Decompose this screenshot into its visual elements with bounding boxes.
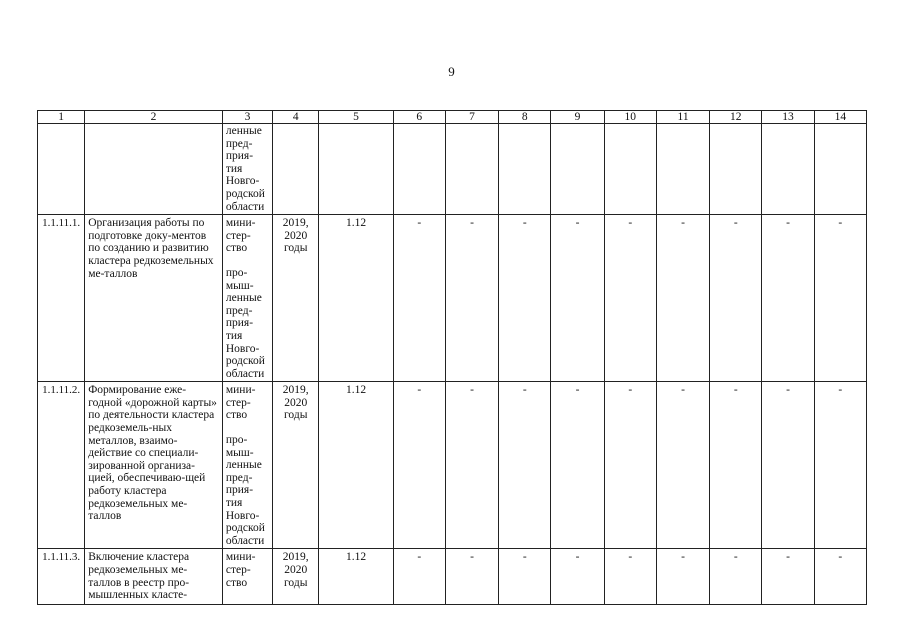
executor-line-1: мини- стер- ство	[225, 384, 256, 422]
activities-table	[37, 110, 867, 605]
executor-line-2: про- мыш- ленные пред- прия- тия Новго- родской области	[225, 266, 265, 380]
cell-empty	[445, 124, 498, 215]
cell-empty	[814, 124, 866, 215]
executor-line-1: мини- стер- ство	[225, 551, 256, 589]
cell-empty	[319, 124, 393, 215]
value-cell: -	[604, 549, 656, 605]
column-header: 9	[551, 111, 604, 124]
executor-cell	[222, 215, 272, 382]
column-header: 4	[273, 111, 319, 124]
cell-empty	[710, 124, 762, 215]
cell-empty	[656, 124, 709, 215]
executor-line-2: про- мыш- ленные пред- прия- тия Новго- родской области	[225, 434, 265, 547]
value-cell: -	[814, 215, 866, 382]
value-cell: -	[393, 215, 445, 382]
executor-cell	[222, 549, 272, 605]
column-header: 5	[319, 111, 393, 124]
value-cell: -	[604, 215, 656, 382]
value-cell: -	[499, 215, 551, 382]
value-cell: -	[656, 549, 709, 605]
column-header: 3	[222, 111, 272, 124]
cell-empty	[551, 124, 604, 215]
column-header: 12	[710, 111, 762, 124]
cell-empty	[762, 124, 814, 215]
cell-empty	[38, 124, 85, 215]
column-header: 8	[499, 111, 551, 124]
column-header: 1	[38, 111, 85, 124]
value-cell: -	[393, 549, 445, 605]
value-cell: -	[393, 382, 445, 549]
value-cell: -	[445, 549, 498, 605]
value-cell: -	[499, 549, 551, 605]
table-row	[38, 382, 867, 549]
activity-code: 1.1.11.2.	[38, 382, 85, 549]
value-cell: -	[656, 382, 709, 549]
value-cell: -	[710, 382, 762, 549]
value-cell: -	[710, 215, 762, 382]
column-header: 2	[85, 111, 223, 124]
activity-name: Включение кластера редкоземельных ме-таллов в реестр про-мышленных класте-	[85, 549, 223, 605]
column-header: 6	[393, 111, 445, 124]
column-header: 10	[604, 111, 656, 124]
value-cell: -	[762, 382, 814, 549]
table-row	[38, 215, 867, 382]
activity-name: Организация работы по подготовке доку-ментов по созданию и развитию кластера редкоземельных ме-таллов	[85, 215, 223, 382]
value-cell: -	[499, 382, 551, 549]
column-header: 7	[445, 111, 498, 124]
value-cell: -	[604, 382, 656, 549]
table-row	[38, 549, 867, 605]
value-cell: -	[710, 549, 762, 605]
column-header: 14	[814, 111, 866, 124]
page-number: 9	[448, 64, 455, 79]
table-header-row	[38, 111, 867, 124]
value-cell: -	[656, 215, 709, 382]
cell-empty	[499, 124, 551, 215]
activity-code: 1.1.11.3.	[38, 549, 85, 605]
value-cell: -	[551, 549, 604, 605]
indicator-ref-cell: 1.12	[319, 549, 393, 605]
table-row-continuation	[38, 124, 867, 215]
term-cell: 2019, 2020 годы	[273, 215, 319, 382]
term-cell: 2019, 2020 годы	[273, 382, 319, 549]
term-cell: 2019, 2020 годы	[273, 549, 319, 605]
cell-empty	[273, 124, 319, 215]
value-cell: -	[814, 549, 866, 605]
value-cell: -	[762, 215, 814, 382]
cell-empty	[604, 124, 656, 215]
executor-cell: ленные пред- прия- тия Новго- родской области	[222, 124, 272, 215]
value-cell: -	[551, 382, 604, 549]
executor-cell	[222, 382, 272, 549]
indicator-ref-cell: 1.12	[319, 215, 393, 382]
activity-name: Формирование еже-годной «дорожной карты» по деятельности кластера редкоземель-ных металлов, взаимо-действие со специали-зированной организа-цией, обеспечиваю-щей работу кластера редкоземельных ме-таллов	[85, 382, 223, 549]
column-header: 11	[656, 111, 709, 124]
cell-empty	[85, 124, 223, 215]
column-header: 13	[762, 111, 814, 124]
activity-code: 1.1.11.1.	[38, 215, 85, 382]
value-cell: -	[762, 549, 814, 605]
value-cell: -	[814, 382, 866, 549]
cell-empty	[393, 124, 445, 215]
value-cell: -	[445, 215, 498, 382]
indicator-ref-cell: 1.12	[319, 382, 393, 549]
value-cell: -	[551, 215, 604, 382]
value-cell: -	[445, 382, 498, 549]
executor-line-1: мини- стер- ство	[225, 217, 256, 255]
